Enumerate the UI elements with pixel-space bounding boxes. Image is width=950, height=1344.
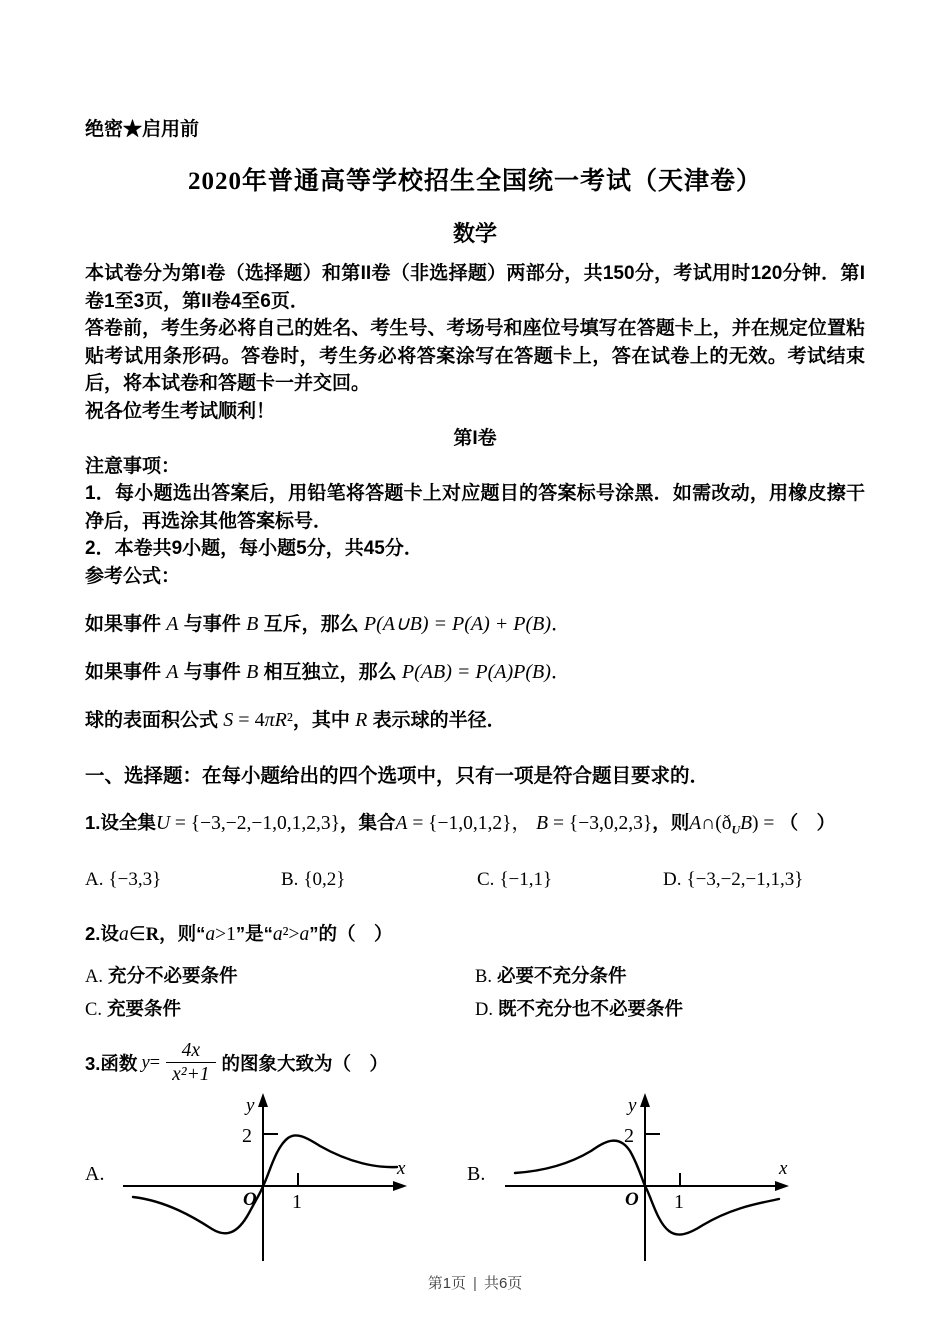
y-tick-label-2: 2 <box>242 1124 252 1147</box>
q1-set-U: = {−3,−2,−1,0,1,2,3} <box>170 813 340 834</box>
option-1C <box>477 869 663 891</box>
notice-item-1: 1．每小题选出答案后，用铅笔将答题卡上对应题目的答案标号涂黑．如需改动，用橡皮擦干净后，再选涂其他答案标号． <box>85 483 865 532</box>
formula-period: ． <box>551 613 571 635</box>
var-a: a <box>205 923 216 945</box>
x-tick-label-1: 1 <box>674 1190 684 1213</box>
exam-title: 2020年普通高等学校招生全国统一考试（天津卷） <box>187 168 762 195</box>
q2-text: ，则“ <box>159 922 206 944</box>
var-a: a <box>299 923 310 945</box>
formula-mutually-exclusive <box>85 611 865 638</box>
option-1D <box>663 869 865 891</box>
q1-text: ，集合 <box>340 812 396 833</box>
intro-block <box>85 260 865 425</box>
option-value: 充分不必要条件 <box>108 964 238 986</box>
answer-parentheses: （ ） <box>336 922 393 944</box>
option-value: {−3,3} <box>108 868 162 890</box>
formula-text: 如果事件 <box>85 614 162 635</box>
formula-math: P(AB) = P(A)P(B) <box>401 661 551 683</box>
formula-text: 与事件 <box>183 614 241 635</box>
q3-text: 的图象大致为 <box>221 1053 333 1075</box>
notice-title: 注意事项： <box>85 455 181 477</box>
graph-A-label: A. <box>85 1162 105 1185</box>
option-label: B. <box>475 966 492 987</box>
formula-math: πR <box>264 709 287 731</box>
element-of-symbol: ∈ <box>128 923 146 945</box>
var-B: B <box>246 613 259 635</box>
complement-subscript-U: U <box>731 822 741 837</box>
option-value: 既不充分也不必要条件 <box>498 997 684 1019</box>
q1-text: ，则 <box>652 812 690 833</box>
formula-text: 表示球的半径． <box>372 710 506 731</box>
fraction-numerator: 4x <box>181 1039 200 1061</box>
option-2D <box>475 995 865 1024</box>
fraction <box>166 1040 215 1087</box>
var-A: A <box>166 613 179 635</box>
formula-text: 与事件 <box>183 662 241 683</box>
var-R: R <box>355 709 368 731</box>
formula-exponent: ² <box>286 709 293 731</box>
option-value: 充要条件 <box>106 997 181 1019</box>
var-B: B <box>536 813 549 834</box>
option-1B <box>281 869 477 891</box>
x-tick-label-1: 1 <box>292 1190 302 1213</box>
graph-B-label: B. <box>467 1162 486 1185</box>
q1-math: ) = <box>752 813 775 834</box>
option-label: C. <box>477 868 495 890</box>
answer-parentheses: （ ） <box>779 812 836 833</box>
var-A: A <box>166 661 179 683</box>
x-axis-arrow-icon <box>393 1181 407 1191</box>
var-B: B <box>246 661 259 683</box>
graph-A <box>115 1091 411 1269</box>
y-axis-label: y <box>628 1094 637 1116</box>
q1-math: ∩( <box>701 813 722 834</box>
var-y: y <box>141 1052 150 1073</box>
formula-period: ． <box>550 661 571 683</box>
option-2C <box>85 995 475 1024</box>
y-tick-label-2: 2 <box>624 1124 634 1147</box>
intro-paragraph-3: 祝各位考生考试顺利！ <box>85 400 276 422</box>
formula-math: P(A∪B) = P(A) + P(B) <box>363 613 551 635</box>
q2-math: >1 <box>215 923 236 945</box>
notice-item-2: 2．本卷共9小题，每小题5分，共45分． <box>85 538 423 559</box>
option-value: {−3,−2,−1,1,3} <box>686 868 804 890</box>
complement-symbol: ð <box>721 813 732 834</box>
fraction-denominator: x²+1 <box>166 1062 215 1086</box>
footer-separator: | <box>473 1275 477 1292</box>
option-label: D. <box>475 999 493 1020</box>
curve-B <box>515 1140 779 1234</box>
x-axis-arrow-icon <box>775 1181 789 1191</box>
formula-independent <box>85 659 865 686</box>
formula-text: ，其中 <box>292 710 350 731</box>
option-value: {−1,1} <box>499 868 553 890</box>
option-2B <box>475 962 865 991</box>
var-a: a <box>118 923 129 945</box>
y-axis-arrow-icon <box>258 1093 268 1107</box>
real-numbers-symbol: R <box>145 924 160 945</box>
option-value: {0,2} <box>303 868 346 890</box>
option-label: A. <box>85 966 103 987</box>
q3-text: 3.函数 <box>85 1053 138 1075</box>
question-2-options <box>85 962 865 1024</box>
intro-paragraph-2: 答卷前，考生务必将自己的姓名、考生号、考场号和座位号填写在答题卡上，并在规定位置粘贴考试用条形码。答卷时，考生务必将答案涂写在答题卡上，答在试卷上的无效。考试结束后，将本试卷和答题卡一并交回。 <box>85 318 865 394</box>
formula-text: 球的表面积公式 <box>85 710 219 731</box>
var-S: S <box>223 709 234 731</box>
x-axis-label: x <box>779 1157 788 1179</box>
question-1-stem <box>85 810 865 843</box>
option-2A <box>85 962 475 991</box>
var-B: B <box>740 813 753 834</box>
q2-text: ”的 <box>309 922 337 944</box>
var-A: A <box>395 813 408 834</box>
var-a: a <box>272 923 283 945</box>
current-page-label: 第1页 <box>427 1275 467 1292</box>
x-axis-label: x <box>397 1157 406 1179</box>
equals-sign: = <box>149 1052 161 1073</box>
option-label: B. <box>281 868 299 890</box>
origin-label: O <box>243 1188 257 1210</box>
choice-section-title: 一、选择题：在每小题给出的四个选项中，只有一项是符合题目要求的． <box>85 765 710 787</box>
intro-paragraph-1: 本试卷分为第I卷（选择题）和第II卷（非选择题）两部分，共150分，考试用时120分钟．第I卷1至3页，第II卷4至6页． <box>85 263 865 312</box>
option-label: D. <box>663 868 682 890</box>
var-U: U <box>155 813 171 834</box>
curve-A <box>133 1135 397 1233</box>
formula-title: 参考公式： <box>85 565 181 587</box>
graph-B <box>497 1091 793 1269</box>
question-3-graphs <box>85 1091 865 1269</box>
y-axis-label: y <box>246 1094 255 1116</box>
subject-title: 数学 <box>452 221 497 246</box>
formula-math: = 4 <box>233 709 265 731</box>
origin-label: O <box>625 1188 639 1210</box>
option-value: 必要不充分条件 <box>496 964 627 986</box>
option-label: A. <box>85 868 104 890</box>
option-label: C. <box>85 999 102 1020</box>
formula-text: 相互独立，那么 <box>263 662 397 683</box>
q1-text: 1.设全集 <box>85 812 156 833</box>
formula-text: 如果事件 <box>85 662 162 683</box>
q1-set-A: = {−1,0,1,2}， <box>407 813 532 834</box>
question-1-options <box>85 869 865 891</box>
answer-parentheses: （ ） <box>332 1053 389 1075</box>
total-pages-label: 共6页 <box>483 1275 523 1292</box>
page-footer <box>0 1272 950 1293</box>
secrecy-label: 绝密★启用前 <box>85 119 200 140</box>
q1-set-B: = {−3,0,2,3} <box>548 813 653 834</box>
q2-text: ”是“ <box>235 922 273 944</box>
y-axis-arrow-icon <box>640 1093 650 1107</box>
question-2-stem <box>85 921 865 948</box>
var-A: A <box>689 813 702 834</box>
section-1-title: 第I卷 <box>453 428 497 449</box>
formula-text: 互斥，那么 <box>263 614 359 635</box>
question-3-stem <box>85 1040 865 1087</box>
q2-math: ²> <box>282 923 300 945</box>
option-1A <box>85 869 281 891</box>
q2-text: 2.设 <box>85 922 119 944</box>
formula-sphere-area <box>85 707 865 734</box>
